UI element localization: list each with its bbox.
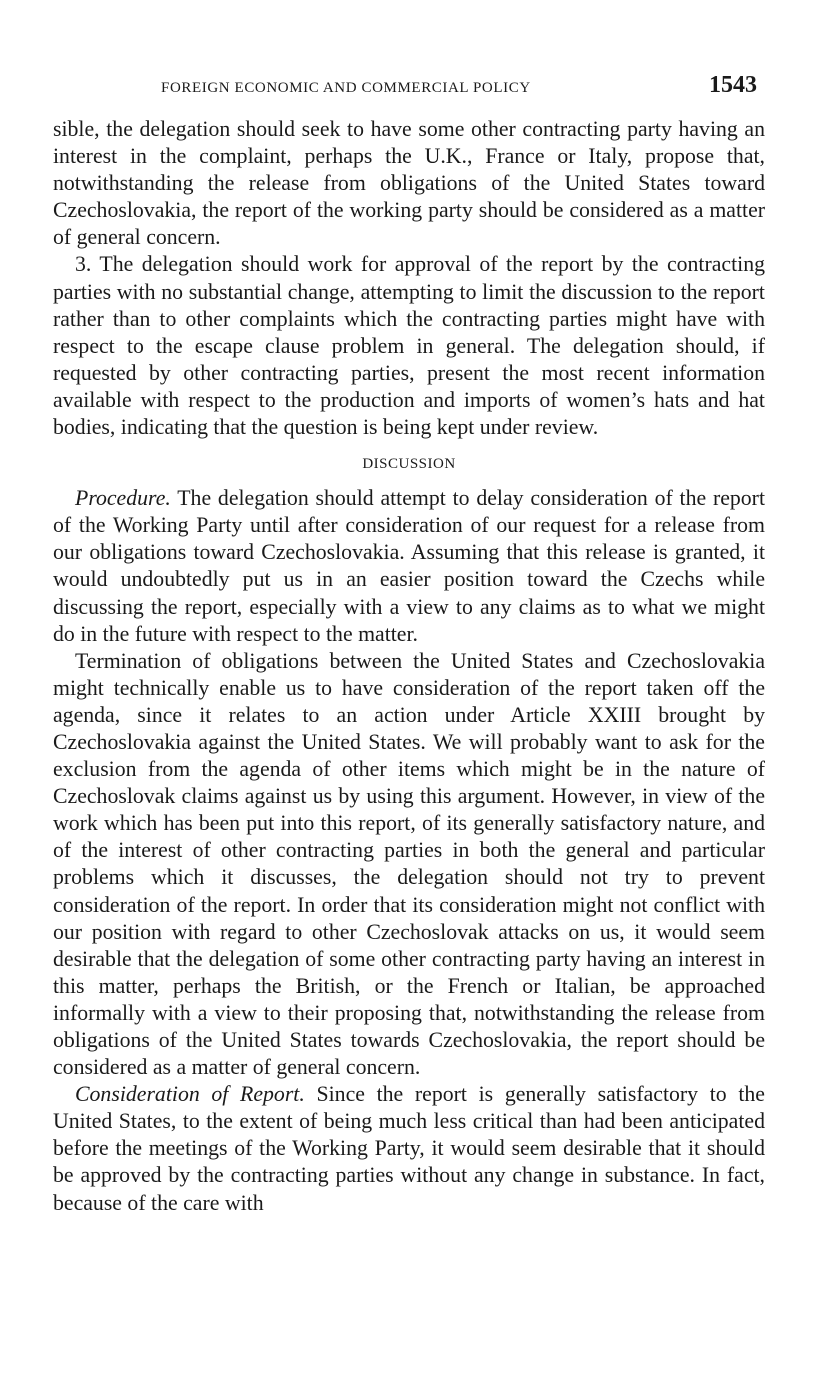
paragraph-consideration-text: Since the report is generally satisfactory to the United States, to the extent of being much less critical than had been anticipated before the meetings of the Working Party, it would seem desirable that it should be approved by the contracting parties without any change in substance. In fact, because of the care with <box>53 1082 765 1215</box>
page-number: 1543 <box>709 72 757 98</box>
paragraph-procedure-text: The delegation should attempt to delay consideration of the report of the Working Party until after consideration of our request for a release from our obligations toward Czechoslovakia. Assuming that this release is granted, it would undoubtedly put us in an easier position toward the Czechs while discussing the report, especially with a view to any claims as to what we might do in the future with respect to the matter. <box>53 486 765 646</box>
running-title: FOREIGN ECONOMIC AND COMMERCIAL POLICY <box>161 80 531 96</box>
running-head <box>53 72 765 102</box>
section-heading-discussion: DISCUSSION <box>362 456 456 473</box>
run-in-heading-consideration: Consideration of Report. <box>75 1082 305 1107</box>
paragraph-procedure <box>53 485 765 648</box>
paragraph-consideration <box>53 1081 765 1216</box>
document-page <box>53 72 765 1217</box>
run-in-heading-procedure: Procedure. <box>75 486 171 511</box>
paragraph-point-3: 3. The delegation should work for approval of the report by the contracting parties with no substantial change, attempting to limit the discussion to the report rather than to other complaints which the contracting parties might have with respect to the escape clause problem in general. The delegation should, if requested by other contracting parties, present the most recent information available with respect to the production and imports of women’s hats and hat bodies, indicating that the question is being kept under review. <box>53 252 765 440</box>
paragraph-termination: Termination of obligations between the United States and Czechoslovakia might technically enable us to have consideration of the report taken off the agenda, since it relates to an action under Article XXIII brought by Czechoslovakia against the United States. We will probably want to ask for the exclusion from the agenda of other items which might be in the nature of Czechoslovak claims against us by using this argument. However, in view of the work which has been put into this report, of its generally satisfactory nature, and of the interest of other contracting parties in both the general and particular problems which it discusses, the delegation should not try to prevent consideration of the report. In order that its consideration might not conflict with our position with regard to other Czechoslovak attacks on us, it would seem desirable that the delegation of some other contracting party having an interest in this matter, perhaps the British, or the French or Italian, be approached informally with a view to their proposing that, notwithstanding the release from obligations of the United States towards Czechoslovakia, the report should be considered as a matter of general concern. <box>53 648 765 1080</box>
paragraph-continued: sible, the delegation should seek to have some other contracting party having an interest in the complaint, perhaps the U.K., France or Italy, propose that, notwithstanding the release from obligations of the United States toward Czechoslovakia, the report of the working party should be considered as a matter of general concern. <box>53 117 765 250</box>
